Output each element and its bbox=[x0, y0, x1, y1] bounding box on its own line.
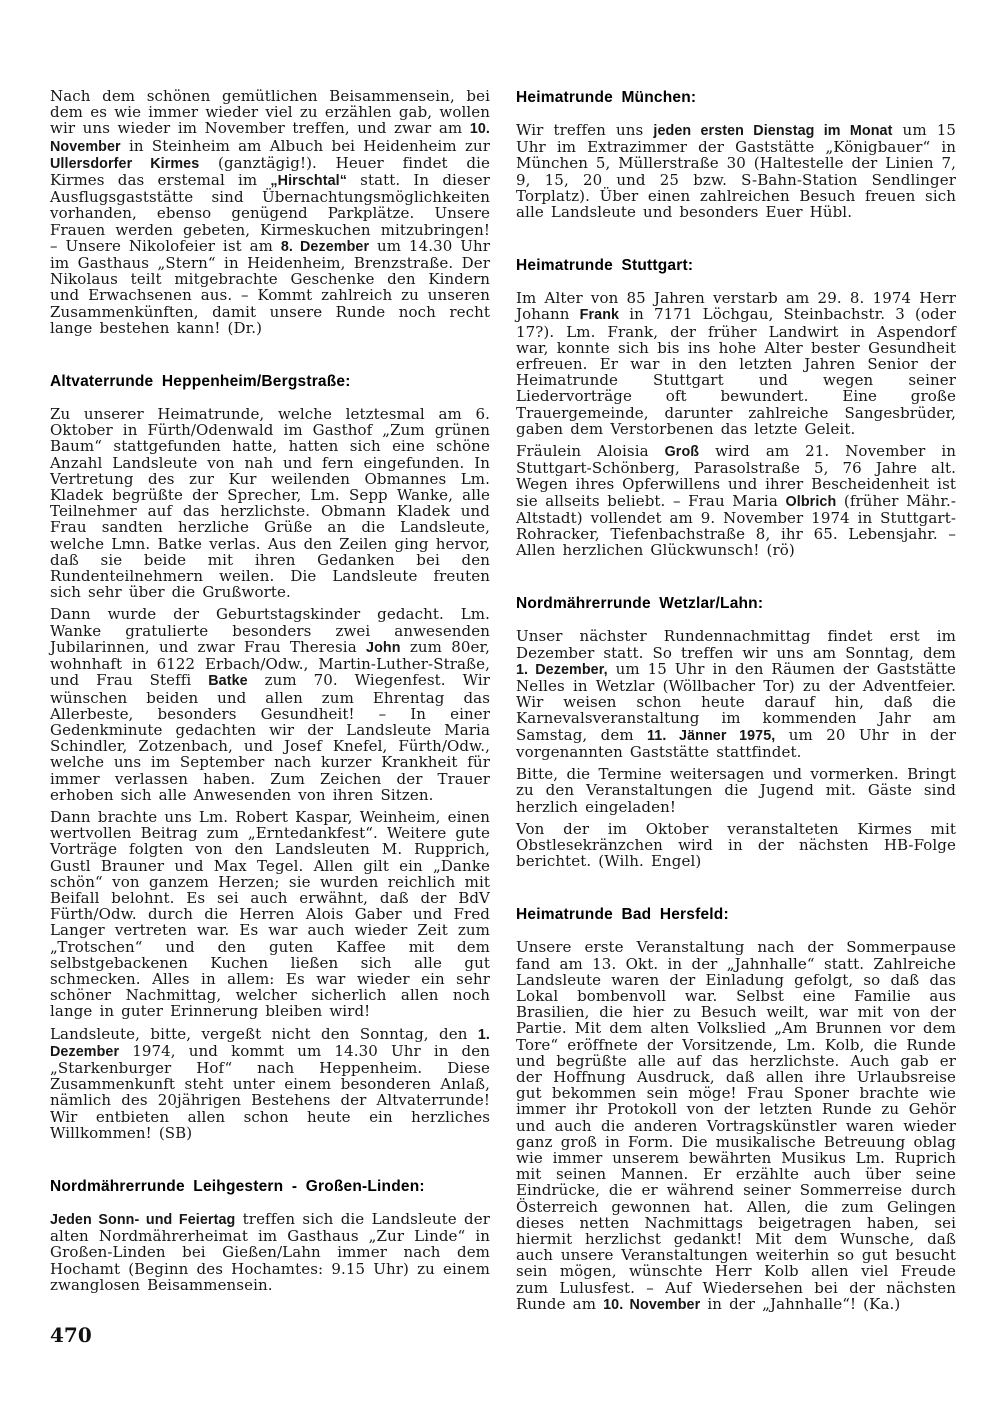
body-text: um 20 Uhr in der vorgenannten Gaststätte stattfindet. bbox=[516, 725, 956, 761]
emphasized-text: „Hirschtal“ bbox=[270, 173, 347, 190]
body-text: (ganztägig!). Heuer findet die Kirmes das erstemal im bbox=[50, 153, 491, 190]
paragraph bbox=[50, 406, 490, 600]
body-text: Nach dem schönen gemütlichen Beisammensein, bei dem es wie immer wieder viel zu erzählen gab, wollen wir uns wieder im November treffen, und zwar am bbox=[50, 87, 490, 138]
body-text: Von der im Oktober veranstalteten Kirmes mit Obstlesekränzchen wird in der nächsten HB-Folge berichtet. (Wilh. Engel) bbox=[516, 819, 956, 871]
emphasized-text: John bbox=[366, 639, 401, 656]
section-heading: Altvaterrunde Heppenheim/Bergstraße: bbox=[50, 373, 351, 391]
body-text: zum 80er, wohnhaft in 6122 Erbach/Odw., Martin-Luther-Straße, und Frau Steffi bbox=[50, 637, 491, 690]
section-heading: Heimatrunde München: bbox=[516, 89, 697, 106]
section-heading: Heimatrunde Stuttgart: bbox=[516, 257, 694, 275]
paragraph bbox=[50, 88, 490, 336]
body-text: Fräulein Aloisia bbox=[516, 442, 665, 461]
emphasized-text: 1. Dezember, bbox=[516, 661, 608, 678]
section-heading: Nordmährerrunde Leihgestern - Großen-Linden: bbox=[50, 1177, 425, 1195]
paragraph bbox=[516, 443, 956, 558]
emphasized-text: Olbrich bbox=[785, 493, 837, 510]
body-text: Dann brachte uns Lm. Robert Kaspar, Weinheim, einen wertvollen Beitrag zum „Erntedankfest“. Weitere gute Vorträge folgten von den Landsleuten M. Rupprich, Gustl Brauner und Max Tegel. Allen gilt ein „Danke schön“ von ganzem Herzen; sie wurden reichlich mit Beifall belohnt. Es sei auch erwähnt, daß der BdV Fürth/Odw. durch die Herren Alois Gaber und Fred Langer vertreten war. Es war auch wieder Zeit zum „Trotschen“ und den guten Kaffee mit dem selbstgebackenen Kuchen ließen sich alle gut schmecken. Alles in allem: Es war wieder ein sehr schöner Nachmittag, welcher sicherlich allen noch lange in guter Erinnerung bleiben wird! bbox=[50, 807, 490, 1021]
paragraph bbox=[50, 1026, 490, 1141]
body-text: treffen sich die Landsleute der alten Nordmährerheimat im Gasthaus „Zur Linde“ in Großen-Linden bei Gießen/Lahn immer nach dem Hochamt (Beginn des Hochamtes: 9.15 Uhr) zu einem zwanglosen Beisammensein. bbox=[50, 1209, 490, 1294]
body-text: in 7171 Löchgau, Steinbachstr. 3 (oder 17?). Lm. Frank, der früher Landwirt in Aspendorf war, konnte sich bis ins hohe Alter bester Gesundheit erfreuen. Er war in den letzten Jahren Senior der Heimatrunde Stuttgart und wegen seiner Liedervorträge oft bewundert. Eine große Trauergemeinde, darunter zahlreiche Sangesbrüder, gaben dem Verstorbenen das letzte Geleit. bbox=[516, 305, 956, 438]
body-text: Wir treffen uns bbox=[516, 121, 654, 139]
emphasized-text: 8. Dezember bbox=[280, 238, 370, 255]
emphasized-text: 10. November bbox=[50, 121, 490, 155]
body-text: wird am 21. November in Stuttgart-Schönberg, Parasolstraße 5, 76 Jahre alt. Wegen ihres Opferwillens und ihrer Bescheidenheit ist sie allseits beliebt. – Frau Maria bbox=[516, 442, 956, 510]
body-text: 1974, und kommt um 14.30 Uhr in den „Starkenburger Hof“ nach Heppenheim. Diese Zusammenkunft steht unter einem besonderen Anlaß, nämlich des 20jährigen Bestehens der Altvaterrunde! Wir entbieten allen schon heute ein herzliches Willkommen! (SB) bbox=[50, 1041, 490, 1142]
emphasized-text: Ullersdorfer Kirmes bbox=[50, 155, 200, 172]
emphasized-text: Batke bbox=[208, 673, 248, 690]
paragraph bbox=[516, 122, 956, 220]
paragraph bbox=[50, 1211, 490, 1293]
emphasized-text: 11. Jänner 1975, bbox=[647, 727, 776, 744]
body-text: Landsleute, bitte, vergeßt nicht den Sonntag, den bbox=[50, 1024, 478, 1043]
paragraph bbox=[516, 766, 956, 815]
body-text: Bitte, die Termine weitersagen und vormerken. Bringt zu den Veranstaltungen die Jugend mit. Gäste sind herzlich eingeladen! bbox=[516, 765, 956, 816]
body-text: Dann wurde der Geburtstagskinder gedacht. Lm. Wanke gratulierte besonders zwei anwesenden Jubilarinnen, und zwar Frau Theresia bbox=[50, 605, 490, 656]
paragraph bbox=[516, 628, 956, 760]
body-text: Zu unserer Heimatrunde, welche letztesmal am 6. Oktober in Fürth/Odenwald im Gasthof „Zum grünen Baum“ stattgefunden hatte, hatten sich eine schöne Anzahl Landsleute von nah und fern eingefunden. In Vertretung des zur Kur weilenden Obmannes Lm. Kladek begrüßte der Sprecher, Lm. Sepp Wanke, alle Teilnehmer auf das herzlichste. Obmann Kladek und Frau sandten herzliche Grüße an die Landsleute, welche Lmn. Batke verlas. Aus den Zeilen ging hervor, daß sie beide mit ihren Gedanken bei den Rundenteilnehmern weilen. Die Landsleute freuten sich sehr über die Grußworte. bbox=[50, 405, 490, 602]
body-text: um 15 Uhr in den Räumen der Gaststätte Nelles in Wetzlar (Wöllbacher Tor) zu der Adventfeier. Wir weisen schon heute darauf hin, daß die Karnevalsveranstaltung im kommenden Jahr am Samstag, dem bbox=[516, 659, 956, 744]
left-column bbox=[50, 88, 490, 1347]
emphasized-text: 1. Dezember bbox=[50, 1026, 490, 1060]
section-heading: Nordmährerrunde Wetzlar/Lahn: bbox=[516, 595, 764, 613]
body-text: statt. In dieser Ausflugsgaststätte sind Übernachtungsmöglichkeiten vorhanden, ebenso genügend Parkplätze. Unsere Frauen werden gebeten, Kirmeskuchen mitzubringen! – Unsere Nikolofeier ist am bbox=[50, 171, 490, 255]
page-number: 470 bbox=[50, 1323, 92, 1347]
paragraph bbox=[50, 809, 490, 1020]
emphasized-text: Groß bbox=[664, 444, 700, 461]
emphasized-text: 10. November bbox=[603, 1296, 701, 1313]
paragraph bbox=[516, 939, 956, 1313]
body-text: in Steinheim am Albuch bei Heidenheim zur bbox=[120, 136, 490, 155]
body-text: Unser nächster Rundennachmittag findet erst im Dezember statt. So treffen wir uns am Sonntag, dem bbox=[516, 627, 956, 662]
paragraph bbox=[516, 821, 956, 870]
body-text: um 14.30 Uhr im Gasthaus „Stern“ in Heidenheim, Brenzstraße. Der Nikolaus teilt mitgebrachte Geschenke den Kindern und Erwachsenen aus. – Kommt zahlreich zu unseren Zusammenkünften, damit unsere Runde noch recht lange bestehen kann! (Dr.) bbox=[50, 236, 490, 337]
emphasized-text: jeden ersten Dienstag im Monat bbox=[653, 123, 893, 139]
body-text: um 15 Uhr im Extrazimmer der Gaststätte „Königbauer“ in München 5, Müllerstraße 30 (Haltestelle der Linien 7, 9, 15, 20 und 25 bzw. S-Bahn-Station Sendlinger Torplatz). Über einen zahlreichen Besuch freuen sich alle Landsleute und besonders Euer Hübl. bbox=[516, 121, 956, 222]
body-text: in der „Jahnhalle“! (Ka.) bbox=[700, 1294, 901, 1313]
body-text: zum 70. Wiegenfest. Wir wünschen beiden und allen zum Ehrentag das Allerbeste, besonders Gesundheit! – In einer Gedenkminute gedachten wir der Landsleute Maria Schindler, Zotzenbach, und Josef Knefel, Fürth/Odw., welche uns im September nach kurzer Krankheit für immer verlassen haben. Zum Zeichen der Trauer erhoben sich alle Anwesenden von ihren Sitzen. bbox=[50, 671, 490, 804]
paragraph bbox=[516, 290, 956, 437]
body-text: Im Alter von 85 Jahren verstarb am 29. 8. 1974 Herr Johann bbox=[516, 289, 956, 324]
paragraph bbox=[50, 606, 490, 802]
emphasized-text: Frank bbox=[579, 307, 620, 324]
section-heading: Heimatrunde Bad Hersfeld: bbox=[516, 906, 729, 924]
right-column bbox=[516, 88, 956, 1313]
emphasized-text: Jeden Sonn- und Feiertag bbox=[50, 1211, 236, 1228]
body-text: Unsere erste Veranstaltung nach der Sommerpause fand am 13. Okt. in der „Jahnhalle“ statt. Zahlreiche Landsleute waren der Einladung gefolgt, so daß das Lokal bombenvoll war. Selbst eine Familie aus Brasilien, die hier zu Besuch weilt, war mit von der Partie. Mit dem alten Volkslied „Am Brunnen vor dem Tore“ eröffnete der Vorsitzende, Lm. Kolb, die Runde und begrüßte alle auf das herzlichste. Auch gab er der Hoffnung Ausdruck, daß allen ihre Urlaubsreise gut bekommen sein möge! Frau Sponer brachte wie immer ihr Protokoll von der letzten Runde zu Gehör und auch die anderen Vortragskünstler waren wieder ganz groß in Form. Die musikalische Betreuung oblag wie immer unserem bewährten Musikus Lm. Ruprich mit seinen Mannen. Er erzählte auch über seine Eindrücke, die er während seiner Sommerreise durch Österreich gewonnen hat. Allen, die zum Gelingen dieses netten Nachmittags beigetragen haben, sei hiermit herzlichst gedankt! Mit dem Wunsche, daß auch unsere Veranstaltungen weiterhin so gut besucht sein mögen, wünschte Herr Kolb allen viel Freude zum Lulusfest. – Auf Wiedersehen bei der nächsten Runde am bbox=[516, 938, 956, 1313]
body-text: (früher Mähr.-Altstadt) vollendet am 9. November 1974 in Stuttgart-Rohracker, Tiefenbachstraße 8, ihr 65. Lebensjahr. – Allen herzlichen Glückwunsch! (rö) bbox=[516, 491, 956, 560]
